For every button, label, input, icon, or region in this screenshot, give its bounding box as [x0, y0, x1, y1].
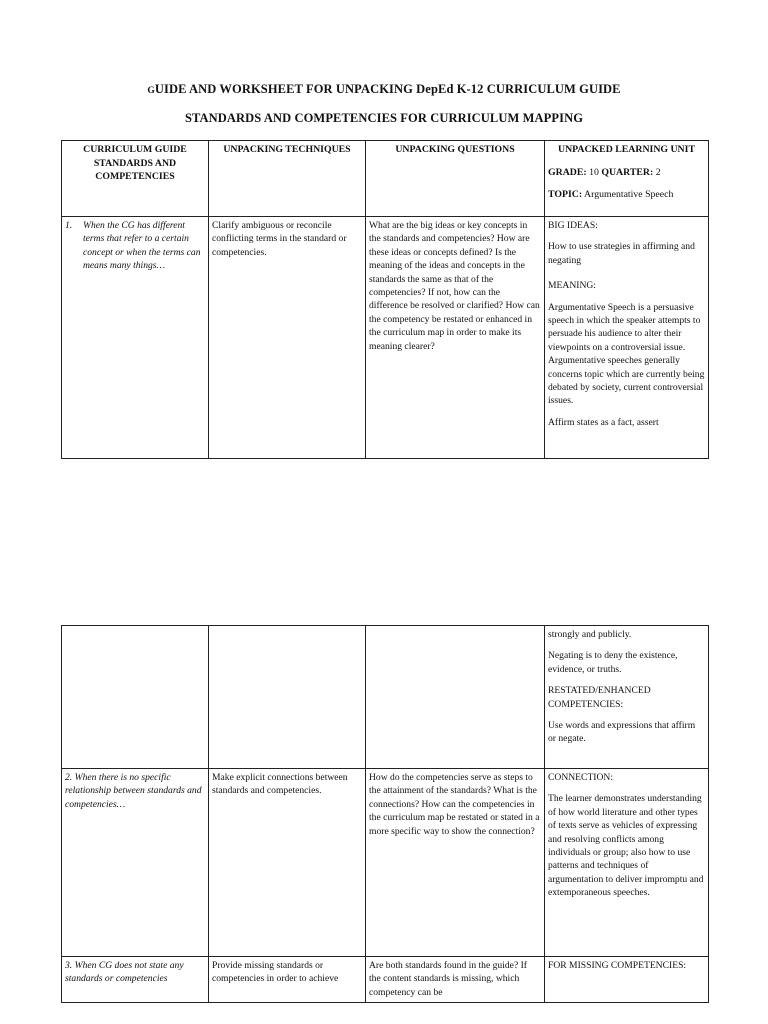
grade-value: 10: [586, 166, 602, 178]
restated-label: RESTATED/ENHANCED COMPETENCIES:: [548, 685, 651, 710]
cg-case-1-cont: [62, 626, 209, 769]
negating-text: Negating is to deny the existence, evidence, or truths.: [548, 650, 678, 675]
connection-text: The learner demonstrates understanding of how world literature and other types of texts serve as vehicles of expressing and resolving conflicts among individuals or group; also how to use patterns and techniques of argumentation to deliver impromptu and extemporaneous speeches.: [548, 793, 704, 899]
unpacking-table-part-1: [61, 140, 709, 459]
technique-2: Make explicit connections between standards and competencies.: [209, 769, 366, 957]
cg-case-1: [62, 217, 209, 459]
document-subtitle: STANDARDS AND COMPETENCIES FOR CURRICULUM MAPPING: [184, 111, 584, 125]
header-unpacking-questions: UNPACKING QUESTIONS: [366, 141, 545, 217]
meaning-text: Argumentative Speech is a persuasive speech in which the speaker attempts to persuade his audience to alter their viewpoints on a controversial issue. Argumentative speeches generally concerns topic which are currently being debated by society, current controversial issues.: [548, 301, 705, 407]
technique-1-cont: [209, 626, 366, 769]
technique-1: Clarify ambiguous or reconcile conflicting terms in the standard or competencies.: [209, 217, 366, 459]
document-title: [0, 82, 768, 97]
affirm-text-start: Affirm states as a fact, assert: [548, 416, 659, 428]
title-initial: G: [147, 86, 155, 96]
header-unit-label: UNPACKED LEARNING UNIT: [558, 144, 695, 155]
table-row: [62, 769, 709, 957]
table-row: [62, 626, 709, 769]
table-row: [62, 957, 709, 1003]
unpacked-unit-1-cont: [545, 626, 709, 769]
questions-2: How do the competencies serve as steps to the attainment of the standards? What is the connections? How can the competencies in the curriculum map be restated or stated in a more specific way to show the connection?: [366, 769, 545, 957]
unpacked-unit-2: [545, 769, 709, 957]
case-text: When the CG has different terms that refer to a certain concept or when the terms can means many things…: [83, 220, 201, 272]
restated-text: Use words and expressions that affirm or negate.: [548, 720, 696, 745]
header-unpacking-techniques: UNPACKING TECHNIQUES: [209, 141, 366, 217]
questions-1-cont: [366, 626, 545, 769]
technique-3: Provide missing standards or competencies in order to achieve: [209, 957, 366, 1003]
case-number: 1.: [65, 220, 73, 231]
big-ideas-label: BIG IDEAS:: [548, 220, 598, 231]
header-unpacked-learning-unit: [545, 141, 709, 217]
cg-case-3: 3. When CG does not state any standards or competencies: [62, 957, 209, 1003]
big-ideas-text: How to use strategies in affirming and negating: [548, 241, 695, 266]
topic-value: Argumentative Speech: [582, 189, 674, 200]
unpacked-unit-1: [545, 217, 709, 459]
header-cg-standards: CURRICULUM GUIDE STANDARDS AND COMPETENCIES: [62, 141, 209, 217]
missing-label: FOR MISSING COMPETENCIES:: [548, 960, 687, 971]
questions-3: Are both standards found in the guide? If the content standards is missing, which competency can be: [366, 957, 545, 1003]
questions-1: What are the big ideas or key concepts in the standards and competencies? How are these ideas or concepts defined? Is the meaning of the ideas and concepts in the standards the same as that of the competencies? If not, how can the difference be resolved or clarified? How can the competency be restated or enhanced in the curriculum map in order to make its meaning clearer?: [366, 217, 545, 459]
table-header-row: [62, 141, 709, 217]
unpacking-table-part-2: [61, 625, 709, 1003]
unpacked-unit-3: [545, 957, 709, 1003]
title-rest: UIDE AND WORKSHEET FOR UNPACKING DepEd K-12 CURRICULUM GUIDE: [154, 82, 621, 96]
affirm-text-end: strongly and publicly.: [548, 629, 632, 640]
connection-label: CONNECTION:: [548, 772, 614, 783]
quarter-value: 2: [653, 166, 661, 178]
table-row: [62, 217, 709, 459]
cg-case-2: 2. When there is no specific relationship between standards and competencies…: [62, 769, 209, 957]
grade-quarter: GRADE: 10 QUARTER: 2: [548, 166, 661, 178]
meaning-label: MEANING:: [548, 280, 596, 292]
topic: TOPIC: Argumentative Speech: [548, 189, 674, 200]
